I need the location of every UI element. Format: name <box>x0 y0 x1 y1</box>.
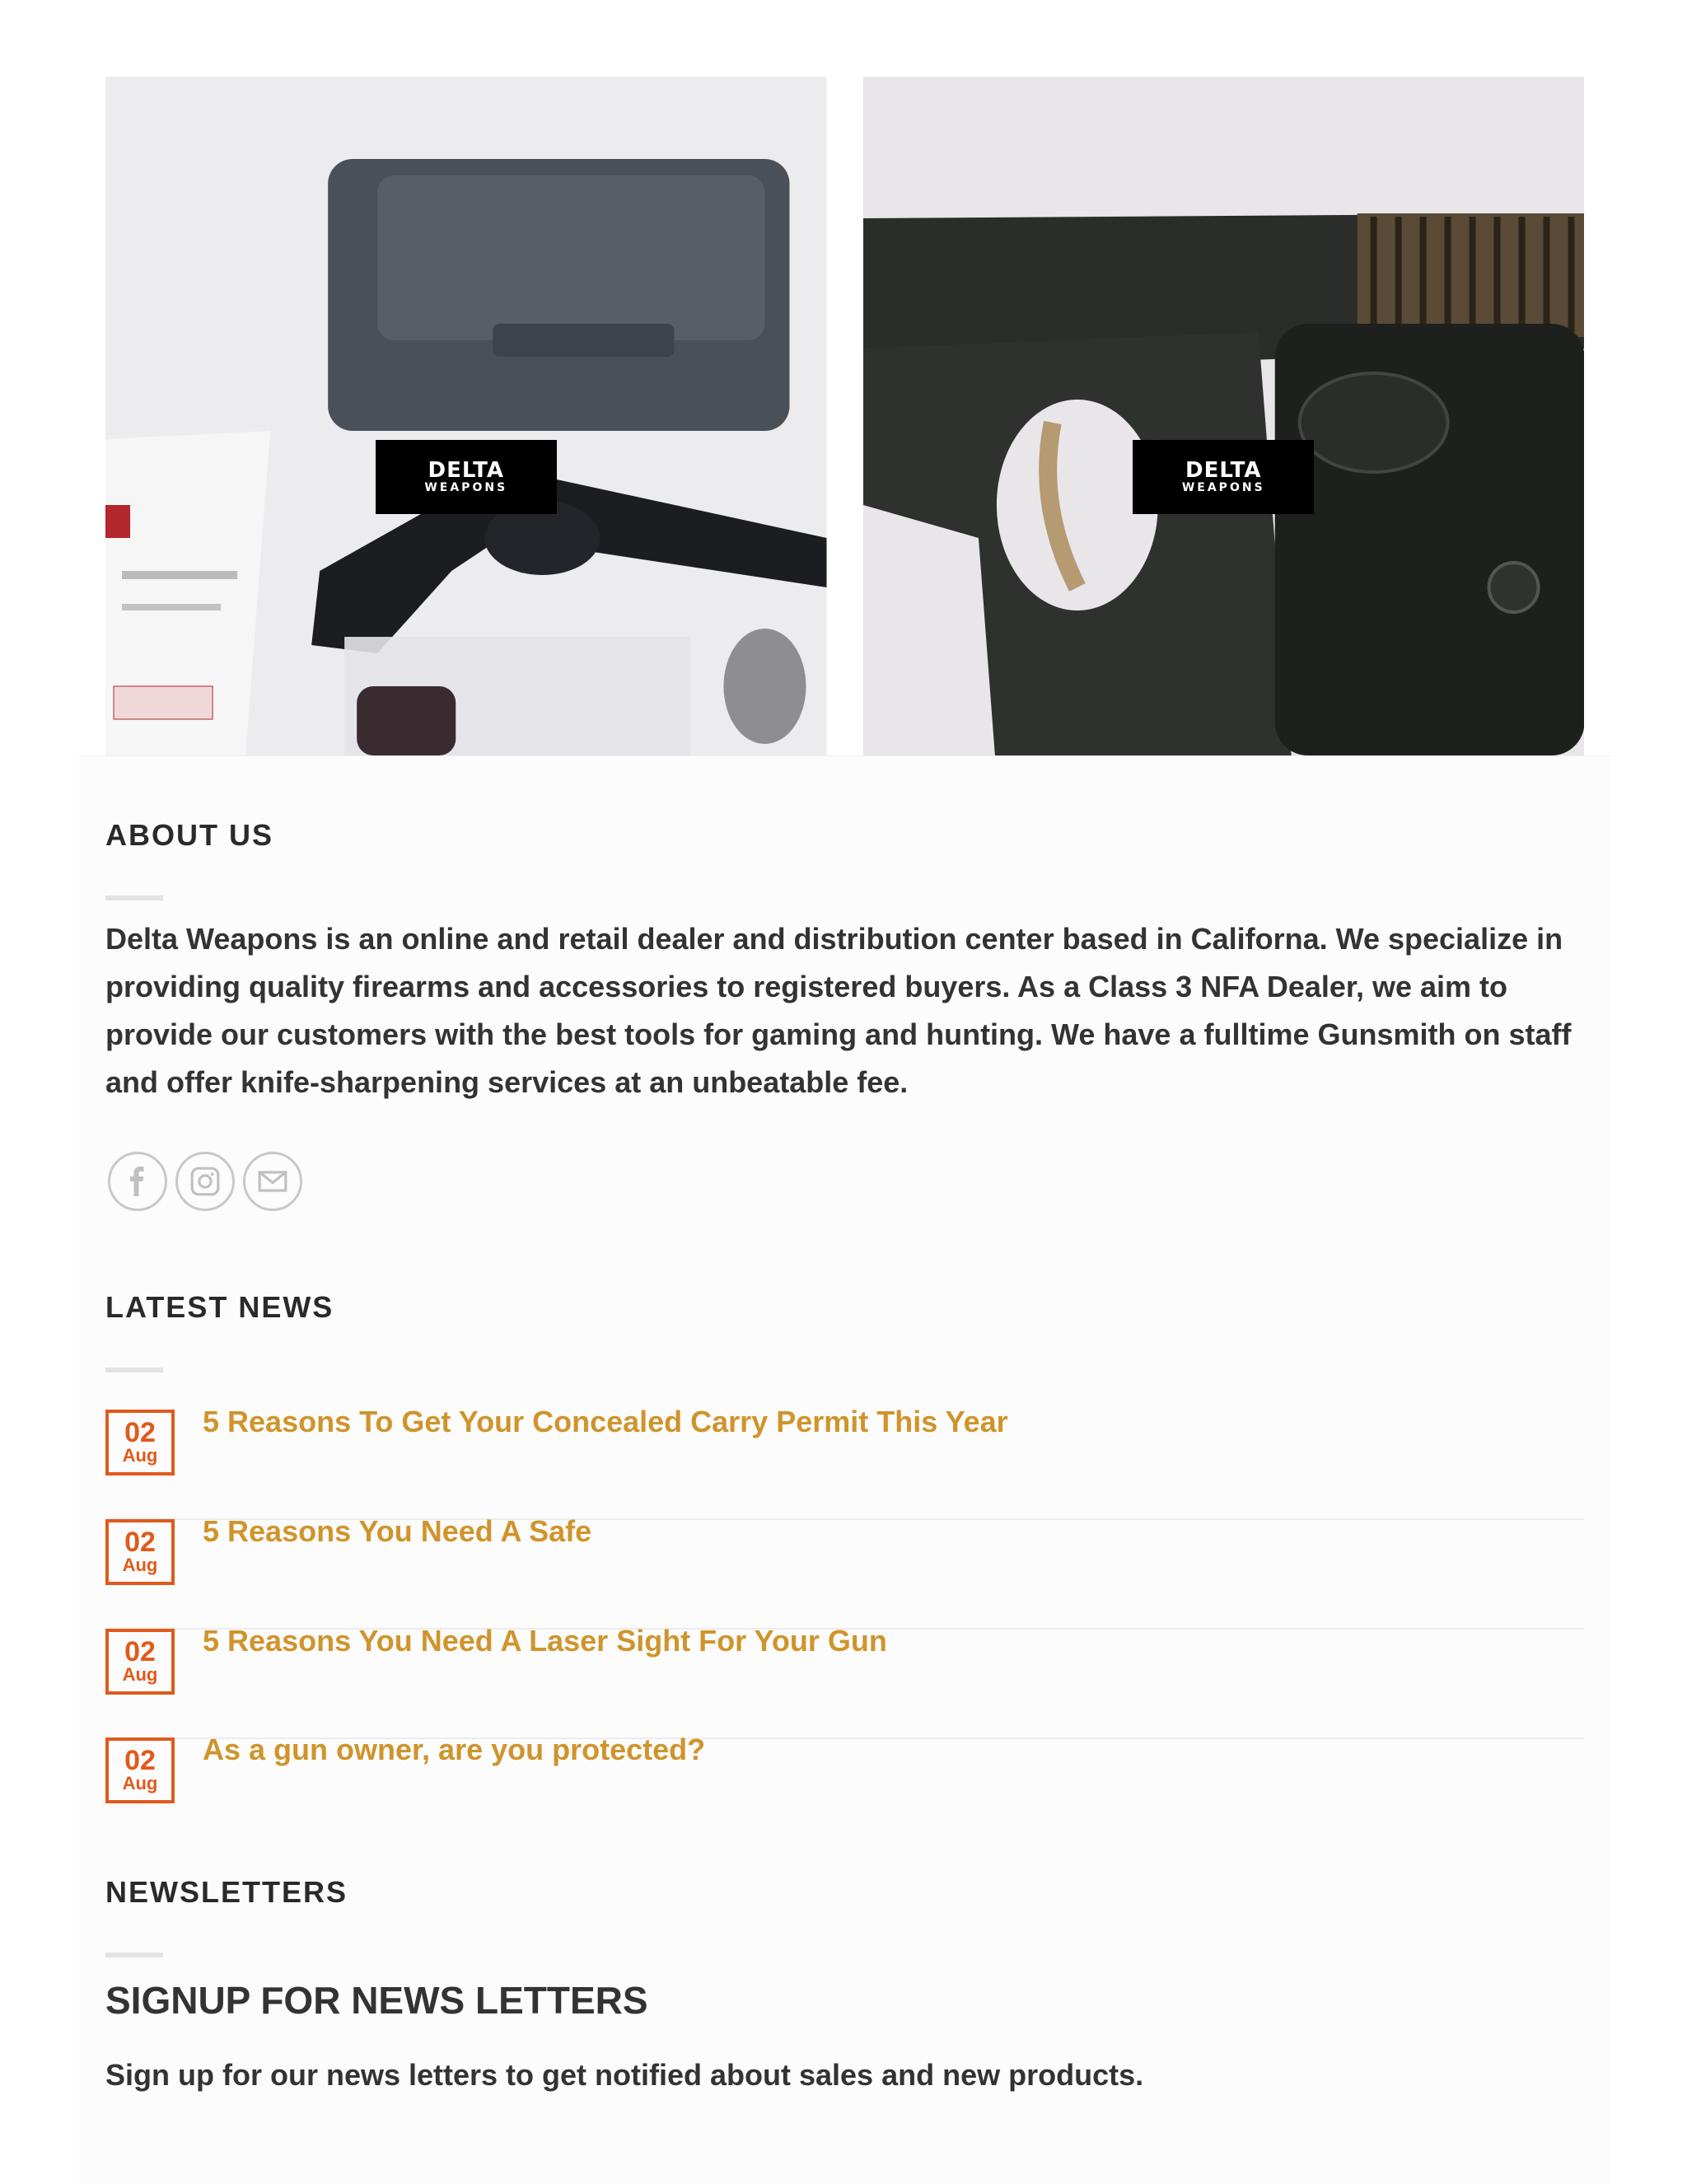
gallery-image-pistol[interactable] <box>863 77 1585 755</box>
post-date-month: Aug <box>122 1664 158 1685</box>
post-date-day: 02 <box>124 1745 156 1776</box>
post-date-day: 02 <box>124 1636 156 1667</box>
news-item <box>105 1733 1584 1846</box>
post-date-badge <box>105 1519 175 1585</box>
newsletter-text: Sign up for our news letters to get notified about sales and new products. <box>105 2058 1144 2092</box>
revolver-photo <box>105 77 827 755</box>
email-icon <box>257 1166 288 1197</box>
news-item <box>105 1514 1584 1630</box>
pistol-photo <box>863 77 1585 755</box>
watermark-top-text: DELTA <box>1185 458 1262 484</box>
newsletter-heading-wrap <box>105 1978 1584 2023</box>
newsletter-widget <box>105 1875 1584 1957</box>
email-button[interactable] <box>243 1152 302 1211</box>
post-date-month: Aug <box>122 1445 158 1466</box>
watermark-bottom-text: WEAPONS <box>424 481 508 495</box>
facebook-button[interactable] <box>108 1152 167 1211</box>
news-link[interactable]: As a gun owner, are you protected? <box>203 1733 706 1766</box>
news-link[interactable]: 5 Reasons You Need A Safe <box>203 1514 592 1548</box>
news-title: LATEST NEWS <box>105 1290 334 1324</box>
gallery-image-revolver[interactable] <box>105 77 827 755</box>
watermark-top-text: DELTA <box>428 458 504 484</box>
about-title: ABOUT US <box>105 818 273 852</box>
watermark-logo <box>1133 440 1314 514</box>
about-widget <box>105 818 1584 900</box>
footer-widgets <box>79 755 1611 2184</box>
news-item <box>105 1624 1584 1739</box>
facebook-icon <box>123 1167 152 1196</box>
newsletter-heading: SIGNUP FOR NEWS LETTERS <box>105 1979 648 2022</box>
news-link[interactable]: 5 Reasons To Get Your Concealed Carry Permit This Year <box>203 1405 1008 1438</box>
newsletter-title: NEWSLETTERS <box>105 1875 348 1909</box>
about-text: Delta Weapons is an online and retail dealer and distribution center based in Californa. We specialize in providing quality firearms and accessories to registered buyers. As a Class 3 NFA Dealer, we aim to provide our customers with the best tools for gaming and hunting. We have a fulltime Gunsmith on staff and offer knife-sharpening services at an unbeatable fee. <box>105 922 1572 1099</box>
title-divider <box>105 1368 163 1373</box>
post-date-day: 02 <box>124 1417 156 1448</box>
post-date-month: Aug <box>122 1773 158 1793</box>
newsletter-text-wrap <box>105 2058 1584 2093</box>
news-widget <box>105 1290 1584 1373</box>
watermark-logo <box>376 440 557 514</box>
post-date-badge <box>105 1629 175 1695</box>
post-date-month: Aug <box>122 1555 158 1575</box>
news-item <box>105 1405 1584 1520</box>
title-divider <box>105 896 163 900</box>
social-icons <box>108 1152 1587 1211</box>
product-gallery <box>105 77 1584 755</box>
news-link[interactable]: 5 Reasons You Need A Laser Sight For Your Gun <box>203 1624 887 1658</box>
title-divider <box>105 1953 163 1957</box>
instagram-icon <box>189 1166 221 1197</box>
post-date-badge <box>105 1410 175 1475</box>
about-body <box>105 915 1584 1106</box>
post-date-badge <box>105 1737 175 1803</box>
watermark-bottom-text: WEAPONS <box>1181 481 1265 495</box>
post-date-day: 02 <box>124 1527 156 1558</box>
news-list <box>105 1405 1584 1822</box>
instagram-button[interactable] <box>175 1152 235 1211</box>
